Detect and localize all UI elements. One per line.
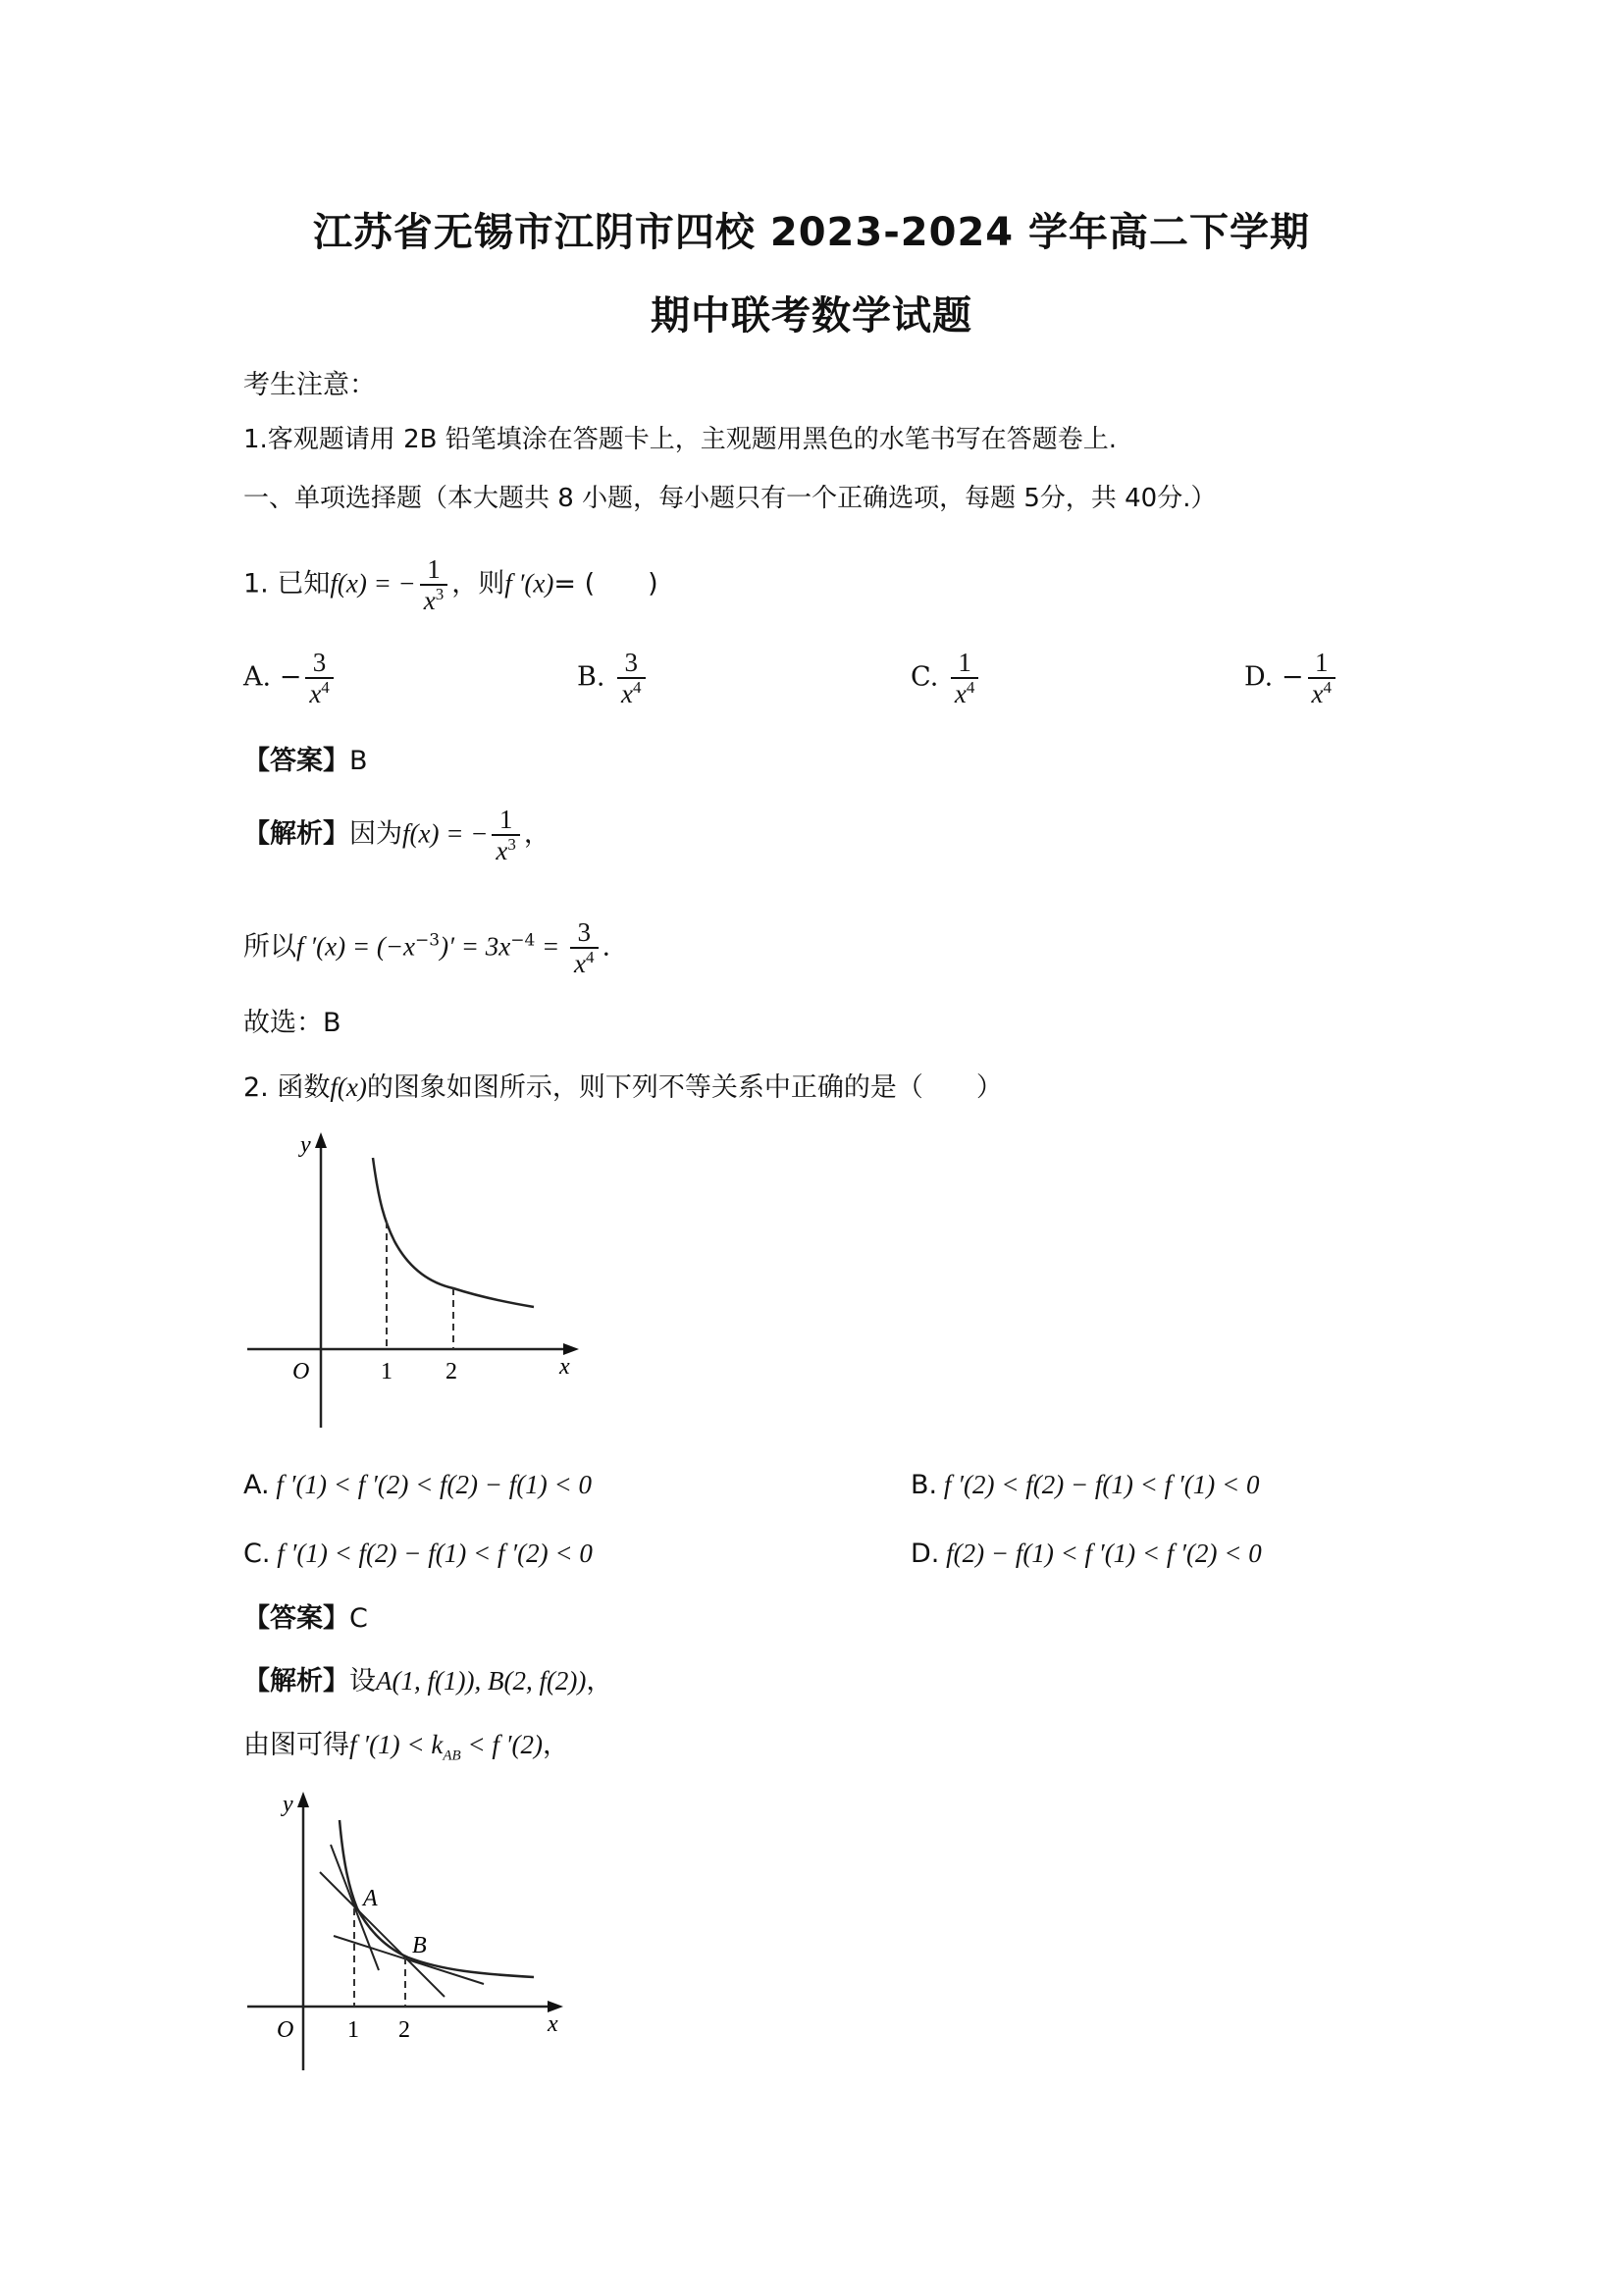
option-b[interactable] (577, 648, 911, 708)
fraction (1308, 648, 1335, 708)
option-label: A. (243, 661, 272, 693)
analysis-suffix: ， (586, 1666, 613, 1696)
question-2-options-row-1 (243, 1467, 1421, 1503)
fraction (951, 648, 978, 708)
option-label: A. (243, 1470, 270, 1500)
origin-label: O (292, 1359, 310, 1384)
analysis-math-b: )′ = 3x (440, 931, 511, 962)
den-exponent: 3 (507, 835, 516, 854)
function-curve (373, 1158, 534, 1307)
den-exponent: 4 (321, 678, 330, 697)
option-sign: − (279, 661, 302, 693)
question-2-stem (243, 1070, 1003, 1106)
exponent-b: −4 (510, 930, 536, 951)
tick-label-1: 1 (381, 1359, 393, 1384)
point-b-label: B (412, 1933, 427, 1958)
denominator (951, 679, 978, 708)
tick-label-1: 1 (347, 2017, 359, 2043)
question-1-options (243, 648, 1372, 708)
y-axis-label: y (283, 1792, 293, 1817)
analysis-math-a: f ′(1) < k (349, 1730, 444, 1759)
tick-label-2: 2 (398, 2017, 410, 2043)
document-title-line2: 期中联考数学试题 (651, 293, 972, 339)
den-base: x (574, 949, 586, 978)
stem-derivative: f ′(x) (504, 568, 554, 599)
exponent-a: −3 (415, 930, 441, 951)
question-number: 1. (243, 568, 269, 600)
option-c[interactable] (911, 648, 1244, 708)
analysis-suffix: . (602, 931, 611, 963)
analysis-math: A(1, f(1)), B(2, f(2)) (376, 1666, 587, 1696)
point-a-label: A (363, 1886, 378, 1911)
numerator: 3 (577, 917, 591, 947)
analysis-suffix: ， (543, 1730, 570, 1760)
question-2-answer (243, 1601, 368, 1637)
analysis-math-a: f ′(x) = (−x (296, 931, 416, 962)
document-title-line1: 江苏省无锡市江阴市四校 2023-2024 学年高二下学期 (312, 210, 1311, 255)
question-2-analysis-line-1 (243, 1663, 612, 1699)
numerator: 1 (1314, 648, 1329, 677)
den-exponent: 4 (966, 678, 975, 697)
analysis-prefix: 由图可得 (243, 1730, 349, 1760)
den-exponent: 3 (435, 585, 445, 603)
option-expr: f ′(1) < f ′(2) < f(2) − f(1) < 0 (276, 1470, 592, 1499)
numerator: 1 (427, 554, 441, 584)
notice-item-1: 1.客观题请用 2B 铅笔填涂在答题卡上，主观题用黑色的水笔书写在答题卷上. (243, 425, 1117, 454)
section-1-heading: 一、单项选择题（本大题共 8 小题，每小题只有一个正确选项，每题 5分，共 40分.） (243, 484, 1217, 513)
option-a[interactable] (243, 1467, 911, 1503)
stem-math: f(x) (330, 1072, 367, 1102)
stem-mid: ，则 (451, 568, 505, 600)
fraction (492, 805, 519, 865)
option-expr: f(2) − f(1) < f ′(1) < f ′(2) < 0 (946, 1539, 1262, 1568)
option-d[interactable] (1244, 648, 1372, 708)
option-b[interactable] (911, 1470, 1260, 1499)
analysis-prefix: 所以 (243, 931, 296, 963)
question-1-analysis-line-1 (243, 805, 550, 865)
question-number: 2. (243, 1072, 269, 1103)
y-axis-arrow-icon (315, 1132, 327, 1148)
stem-prefix: 已知 (277, 568, 331, 600)
den-base: x (423, 586, 436, 615)
den-base: x (954, 679, 967, 708)
question-2-analysis-line-2 (243, 1727, 569, 1763)
answer-value: B (349, 746, 368, 776)
den-base: x (621, 679, 634, 708)
numerator: 1 (498, 805, 513, 834)
fraction (570, 917, 598, 978)
analysis-prefix: 设 (349, 1666, 376, 1696)
den-base: x (309, 679, 322, 708)
option-d[interactable] (911, 1539, 1262, 1568)
y-axis-label: y (300, 1132, 311, 1158)
denominator (1308, 679, 1335, 708)
y-axis-arrow-icon (297, 1792, 309, 1807)
analysis-math-c: = (535, 931, 567, 962)
option-a[interactable] (243, 648, 577, 708)
analysis-tag: 【解析】 (243, 1666, 349, 1696)
den-exponent: 4 (1323, 678, 1332, 697)
den-base: x (1311, 679, 1324, 708)
option-label: B. (577, 661, 605, 693)
denominator (420, 586, 447, 615)
stem-prefix: 函数 (277, 1072, 331, 1103)
answer-tag: 【答案】 (243, 746, 349, 776)
denominator (570, 949, 598, 978)
function-graph-figure (236, 1128, 599, 1442)
answer-tag: 【答案】 (243, 1603, 349, 1634)
analysis-tag: 【解析】 (243, 818, 349, 850)
question-2-options-row-2 (243, 1536, 1421, 1572)
analysis-math: f(x) = − (402, 818, 489, 849)
answer-value: C (349, 1603, 368, 1634)
option-sign: − (1281, 661, 1304, 693)
option-label: C. (911, 661, 939, 693)
option-label: C. (243, 1539, 271, 1569)
option-label: B. (911, 1470, 938, 1500)
origin-label: O (277, 2017, 294, 2043)
fraction (305, 648, 333, 708)
analysis-math-b: < f ′(2) (460, 1730, 544, 1759)
denominator (305, 679, 333, 708)
stem-suffix: 的图象如图所示，则下列不等关系中正确的是（ ） (366, 1072, 1003, 1103)
question-1-answer (243, 744, 368, 779)
analysis-suffix: ， (523, 818, 550, 850)
den-base: x (496, 836, 508, 865)
fraction (617, 648, 645, 708)
fraction (420, 554, 447, 615)
denominator (617, 679, 645, 708)
slope-subscript: AB (443, 1748, 461, 1764)
denominator (492, 836, 519, 865)
den-exponent: 4 (586, 948, 595, 966)
stem-suffix: = ( ) (553, 568, 658, 600)
question-1-analysis-line-2 (243, 917, 610, 978)
den-exponent: 4 (633, 678, 642, 697)
option-c[interactable] (243, 1536, 911, 1572)
question-1-conclusion: 故选：B (243, 1008, 341, 1038)
numerator: 3 (624, 648, 639, 677)
stem-math: f(x) = − (330, 568, 416, 599)
tangent-secant-figure (236, 1786, 589, 2100)
tangent-line-at-b (334, 1936, 484, 1984)
numerator: 3 (312, 648, 327, 677)
option-label: D. (911, 1539, 940, 1569)
x-axis-label: x (548, 2011, 558, 2037)
notice-heading: 考生注意： (243, 370, 376, 400)
question-1-stem (243, 554, 658, 615)
x-axis-label: x (559, 1354, 570, 1380)
option-label: D. (1244, 661, 1274, 693)
option-expr: f ′(2) < f(2) − f(1) < f ′(1) < 0 (943, 1470, 1260, 1499)
numerator: 1 (958, 648, 971, 677)
option-expr: f ′(1) < f(2) − f(1) < f ′(2) < 0 (277, 1539, 593, 1568)
tick-label-2: 2 (445, 1359, 457, 1384)
analysis-prefix: 因为 (349, 818, 402, 850)
